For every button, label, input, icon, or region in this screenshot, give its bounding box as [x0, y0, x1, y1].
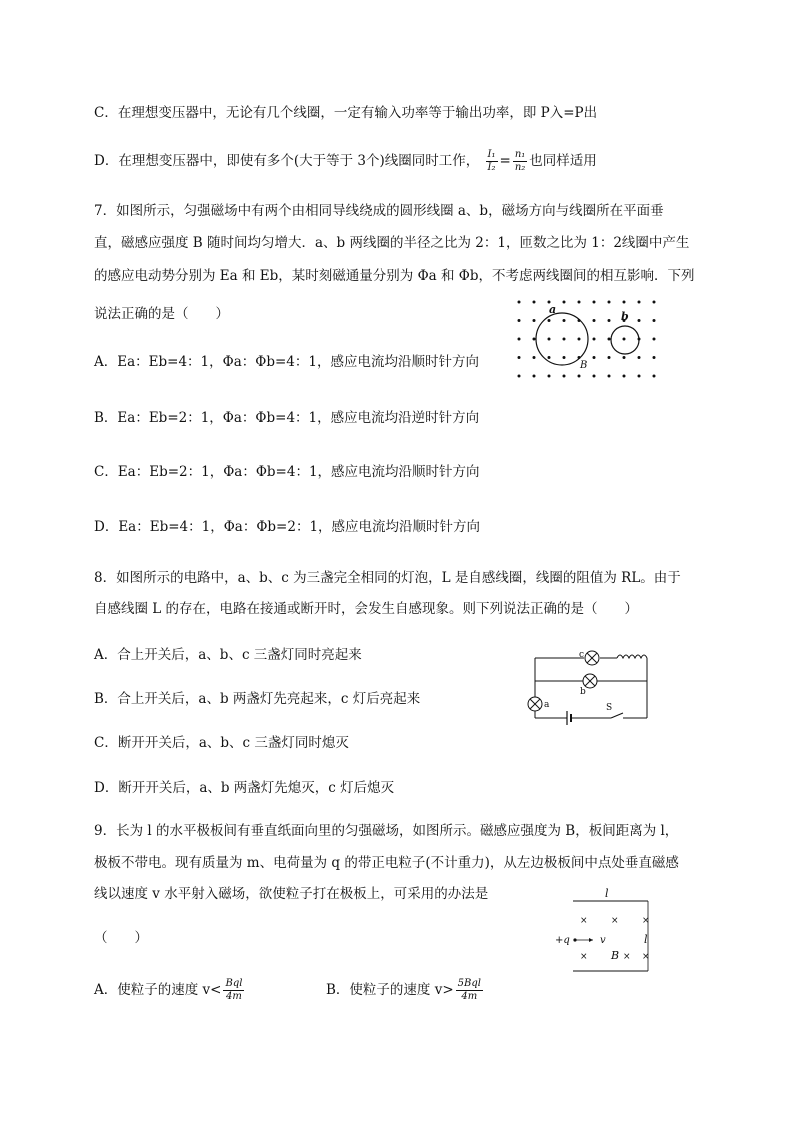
- field-dot: [563, 338, 566, 341]
- q7-option-d: D．Ea：Eb=4：1，Φa：Φb=2：1，感应电流均沿顺时针方向: [94, 519, 481, 535]
- q8-stem-line-2: 自感线圈 L 的存在，电路在接通或断开时，会发生自感现象。则下列说法正确的是（ ）: [94, 601, 639, 617]
- field-dot: [623, 375, 626, 378]
- field-dot: [623, 356, 626, 359]
- plate-gap-label: l: [644, 933, 648, 946]
- field-dot: [653, 375, 656, 378]
- q7-stem-line-3: 的感应电动势分别为 Ea 和 Eb，某时刻磁通量分别为 Φa 和 Φb，不考虑两线圈间的相互影响．下列: [94, 268, 695, 284]
- q7-stem-line-1: 7．如图所示，匀强磁场中有两个由相同导线绕成的圆形线圈 a、b，磁场方向与线圈所在平面垂: [94, 203, 664, 219]
- field-dot: [593, 319, 596, 322]
- q8-option-b: B．合上开关后，a、b 两盏灯先亮起来，c 灯后亮起来: [94, 691, 421, 707]
- q6-option-d-tail: 也同样适用: [529, 153, 597, 169]
- field-dot: [653, 338, 656, 341]
- q8-option-d: D．断开开关后，a、b 两盏灯先熄灭，c 灯后熄灭: [94, 780, 395, 796]
- field-dot: [533, 375, 536, 378]
- svg-text:×: ×: [611, 916, 619, 926]
- field-dot: [578, 301, 581, 304]
- field-dot: [563, 375, 566, 378]
- field-dot: [533, 319, 536, 322]
- field-dot: [638, 301, 641, 304]
- field-dot: [518, 356, 521, 359]
- field-dot: [593, 301, 596, 304]
- q9-plates-figure: [553, 885, 663, 975]
- field-dot: [518, 301, 521, 304]
- q8-circuit-figure: [527, 648, 657, 723]
- field-dot: [548, 356, 551, 359]
- q9-option-a-fraction: $\frac{\text{Bql}}{4m}$: [225, 978, 243, 1002]
- field-dot: [653, 301, 656, 304]
- q8-stem-line-1: 8．如图所示的电路中，a、b、c 为三盏完全相同的灯泡，L 是自感线圈，线圈的阻值为 RL。由于: [94, 570, 681, 586]
- field-dot: [518, 338, 521, 341]
- q7-stem-line-4: 说法正确的是（ ）: [94, 306, 229, 322]
- field-dot: [593, 338, 596, 341]
- q7-option-b: B．Ea：Eb=2：1，Φa：Φb=4：1，感应电流均沿逆时针方向: [94, 410, 480, 426]
- field-dot: [623, 301, 626, 304]
- q6-option-c: C．在理想变压器中，无论有几个线圈，一定有输入功率等于输出功率，即 P入=P出: [94, 105, 598, 121]
- field-dot: [608, 338, 611, 341]
- field-dot: [653, 319, 656, 322]
- q9-stem-line-1: 9．长为 l 的水平极板间有垂直纸面向里的匀强磁场，如图所示。磁感应强度为 B，板间距离为 l，: [94, 823, 679, 839]
- field-dot: [593, 356, 596, 359]
- lamp-b: [583, 674, 597, 688]
- switch-blade: [611, 713, 623, 718]
- field-dot: [518, 319, 521, 322]
- svg-text:×: ×: [623, 952, 631, 962]
- field-dot: [608, 301, 611, 304]
- field-dot: [563, 301, 566, 304]
- field-dot: [533, 301, 536, 304]
- field-dot: [623, 338, 626, 341]
- field-dot: [533, 338, 536, 341]
- q8-option-a: A．合上开关后，a、b、c 三盏灯同时亮起来: [94, 647, 362, 663]
- coil-b-label: b: [621, 310, 629, 323]
- field-label-B: B: [580, 360, 588, 371]
- field-label-B: B: [611, 949, 620, 962]
- q9-option-a: A．使粒子的速度 v< $\frac{\text{Bql}}{4m}$: [94, 978, 243, 1002]
- q6-option-d: D．在理想变压器中，即使有多个(大于等于 3个)线圈同时工作， $\frac{\text{I₁}}{\text{I₂}}$ = $\frac{\text{n₁}}{\text{n₂}}$ 也同样适用: [94, 149, 597, 173]
- svg-text:×: ×: [642, 952, 650, 962]
- field-dot: [638, 356, 641, 359]
- q7-stem-line-2: 直，磁感应强度 B 随时间均匀增大．a、b 两线圈的半径之比为 2：1，匝数之比为 1：2线圈中产生: [94, 235, 690, 251]
- lamp-a: [528, 697, 542, 711]
- field-dot: [608, 375, 611, 378]
- inductor-coil: [617, 655, 647, 658]
- field-dot: [578, 375, 581, 378]
- field-dot: [548, 375, 551, 378]
- field-dot: [548, 338, 551, 341]
- current-ratio-fraction: $\frac{\text{I₁}}{\text{I₂}}$: [487, 149, 496, 173]
- field-dot: [548, 319, 551, 322]
- q9-stem-line-3: 线以速度 v 水平射入磁场，欲使粒子打在极板上，可采用的办法是: [94, 886, 489, 902]
- field-dot: [533, 356, 536, 359]
- q9-stem-line-2: 极板不带电。现有质量为 m、电荷量为 q 的带正电粒子(不计重力)，从左边极板间中点处垂直磁感: [94, 855, 679, 871]
- field-dot: [653, 356, 656, 359]
- coil-a-label: a: [549, 303, 557, 316]
- field-dot: [578, 338, 581, 341]
- q6-option-d-text: D．在理想变压器中，即使有多个(大于等于 3个)线圈同时工作，: [94, 153, 480, 169]
- q7-magnetic-field-figure: [513, 298, 663, 378]
- field-dot: [518, 375, 521, 378]
- lamp-c-label: c: [579, 650, 585, 660]
- velocity-label: v: [600, 935, 606, 946]
- svg-text:×: ×: [580, 916, 588, 926]
- svg-text:×: ×: [642, 916, 650, 926]
- plate-length-label: l: [605, 887, 609, 900]
- q9-option-b: B．使粒子的速度 v> $\frac{\text{5Bql}}{4m}$: [326, 978, 481, 1002]
- field-dot: [563, 319, 566, 322]
- charge-label: +q: [555, 935, 570, 946]
- field-dot: [608, 356, 611, 359]
- q8-option-c: C．断开开关后，a、b、c 三盏灯同时熄灭: [94, 735, 349, 751]
- field-dot: [563, 356, 566, 359]
- q7-option-c: C．Ea：Eb=2：1，Φa：Φb=4：1，感应电流均沿顺时针方向: [94, 464, 480, 480]
- lamp-c: [585, 651, 599, 665]
- q9-option-b-fraction: $\frac{\text{5Bql}}{4m}$: [457, 978, 481, 1002]
- lamp-a-label: a: [544, 700, 550, 710]
- svg-text:×: ×: [580, 952, 588, 962]
- field-dot: [593, 375, 596, 378]
- q7-option-a: A．Ea：Eb=4：1，Φa：Φb=4：1，感应电流均沿顺时针方向: [94, 354, 479, 370]
- lamp-b-label: b: [580, 687, 586, 697]
- turns-ratio-fraction: $\frac{\text{n₁}}{\text{n₂}}$: [514, 149, 526, 173]
- field-dot: [638, 375, 641, 378]
- switch-label: S: [606, 703, 613, 713]
- field-dot: [608, 319, 611, 322]
- field-dot: [638, 319, 641, 322]
- q9-stem-line-4: （ ）: [94, 930, 148, 946]
